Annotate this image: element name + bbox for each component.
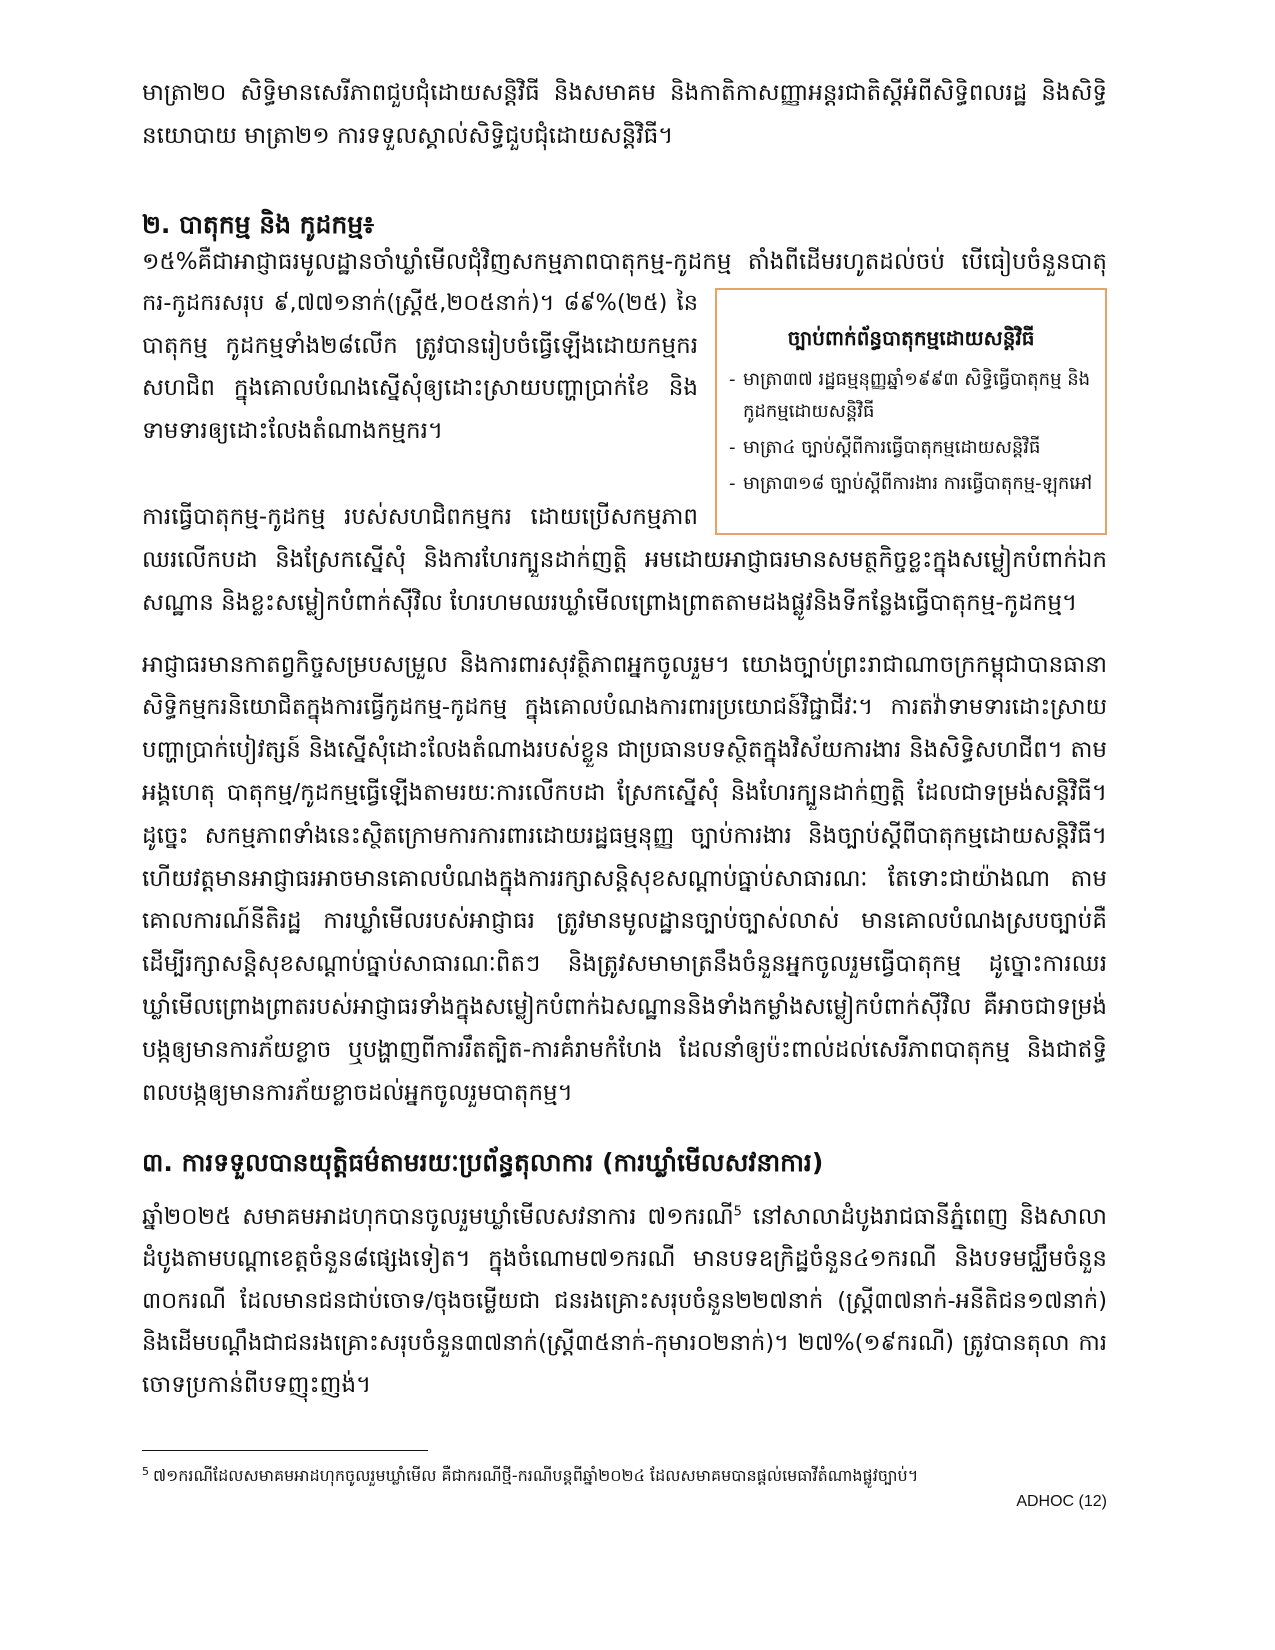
section-heading-court-monitoring: ៣. ការទទួលបានយុត្តិធម៌តាមរយៈប្រព័ន្ធតុលាការ (ការឃ្លាំមើលសវនាការ): [142, 1148, 824, 1177]
paragraph-text: នៅសាលាដំបូងរាជធានីភ្នំពេញ និងសាលា: [741, 1204, 1107, 1230]
intro-paragraph: [142, 72, 1107, 157]
paragraph-line: ការធ្វើបាតុកម្ម-កូដកម្ម របស់សហជិពកម្មករ ដោយប្រើសកម្មភាព: [142, 504, 698, 530]
section2-paragraph2-narrow: [142, 496, 698, 539]
paragraph-line: ហើយវត្តមានអាជ្ញាធរអាចមានគោលបំណងក្នុងការរក្សាសន្តិសុខសណ្តាប់ធ្នាប់សាធារណៈ តែទោះជាយ៉ាងណា តាម: [142, 865, 1107, 892]
footnote-marker: 5: [142, 1464, 149, 1478]
footnote-text: ៧១ករណីដែលសមាគមអាដហុកចូលរួមឃ្លាំមើល គឺជាករណីថ្មី-ករណីបន្តពីឆ្នាំ២០២៤ ដែលសមាគមបានផ្តល់មេធាវីតំណាងផ្លូវច្បាប់។: [153, 1466, 919, 1485]
paragraph-line: សហជិព ក្នុងគោលបំណងស្នើសុំឲ្យដោះស្រាយបញ្ហាប្រាក់ខែ និង: [142, 375, 698, 401]
law-item: មាត្រា៣១៨ ច្បាប់ស្តីពីការងារ ការធ្វើបាតុកម្ម-ឡុកអៅ: [743, 473, 1093, 494]
paragraph-line: ពលបង្កឲ្យមានការភ័យខ្លាចដល់អ្នកចូលរួមបាតុកម្ម។: [142, 1079, 573, 1106]
law-item: មាត្រា៣៧ រដ្ឋធម្មនុញ្ញឆ្នាំ១៩៩៣ សិទ្ធិធ្វើបាតុកម្ម និង: [743, 369, 1091, 390]
paragraph-line: ឃ្លាំមើលព្រោងព្រាតរបស់អាជ្ញាធរទាំងក្នុងសម្លៀកបំពាក់ឯសណ្ឋាននិងទាំងកម្លាំងសម្លៀកបំពាក់ស៊ីវិល គឺអាចជាទម្រង់: [142, 993, 1107, 1020]
list-bullet: -: [729, 369, 736, 390]
footnote-reference: 5: [733, 1204, 742, 1220]
page-number-label: ADHOC (12): [1016, 1493, 1107, 1510]
paragraph-line: សិទ្ធិកម្មករនិយោជិតក្នុងការធ្វើកូដកម្ម-កូដកម្ម ក្នុងគោលបំណងការពារប្រយោជន៍វិជ្ជាជីវៈ។ ការតវ៉ាទាមទារដោះស្រាយ: [142, 694, 1107, 721]
paragraph-text: ឆ្នាំ២០២៥ សមាគមអាដហុកបានចូលរួមឃ្លាំមើលសវនាការ ៧១ករណី: [142, 1204, 734, 1230]
paragraph-line: [142, 1196, 1107, 1238]
paragraph-line: បាតុកម្ម កូដកម្មទាំង២៨លើក ត្រូវបានរៀបចំធ្វើឡើងដោយកម្មករ: [142, 332, 698, 359]
paragraph-line: ១៥%គឺជាអាជ្ញាធរមូលដ្ឋានចាំឃ្លាំមើលជុំវិញសកម្មភាពបាតុកម្ម-កូដកម្ម តាំងពីដើមរហូតដល់ចប់ បើធៀបចំនួនបាតុ: [142, 249, 1107, 275]
section2-paragraph1-narrow: [142, 282, 698, 452]
paragraph-line: ទាមទារឲ្យដោះលែងតំណាងកម្មករ។: [142, 417, 444, 444]
paragraph-line: ដំបូងតាមបណ្តាខេត្តចំនួន៨ផ្សេងទៀត។ ក្នុងចំណោម៧១ករណី មានបទឧក្រិដ្ឋចំនួន៤១ករណី និងបទមជ្ឈឹមចំនួន: [142, 1246, 1107, 1272]
paragraph-line: អាជ្ញាធរមានកាតព្វកិច្ចសម្របសម្រួល និងការពារសុវត្ថិភាពអ្នកចូលរួម។ យោងច្បាប់ព្រះរាជាណាចក្រកម្ពុជាបានធានា: [142, 651, 1107, 678]
list-bullet: -: [729, 437, 736, 458]
law-item-continuation: កូដកម្មដោយសន្តិវិធី: [743, 401, 875, 422]
section2-paragraph2: [142, 539, 1107, 624]
paragraph-line: គោលការណ៍នីតិរដ្ឋ ការឃ្លាំមើលរបស់អាជ្ញាធរ ត្រូវមានមូលដ្ឋានច្បាប់ច្បាស់លាស់ មានគោលបំណងស្របច្បាប់គឺ: [142, 908, 1107, 935]
paragraph-line: និងដើមបណ្តឹងជាជនរងគ្រោះសរុបចំនួន៣៧នាក់(ស្ត្រី៣៥នាក់-កុមារ០២នាក់)។ ២៧%(១៩ករណី) ត្រូវបានតុលា ការ: [142, 1330, 1107, 1356]
footnote: [142, 1462, 1107, 1490]
related-laws-box: [715, 288, 1107, 535]
paragraph-line: ចោទប្រកាន់ពីបទញុះញង់។: [142, 1372, 372, 1398]
law-item: មាត្រា៤ ច្បាប់ស្តីពីការធ្វើបាតុកម្មដោយសន្តិវិធី: [743, 437, 1041, 458]
paragraph-line: មាត្រា២០ សិទ្ធិមានសេរីភាពជួបជុំដោយសន្តិវិធី និងសមាគម និងកាតិកាសញ្ញាអន្តរជាតិស្តីអំពីសិទ្ធិពលរដ្ឋ និងសិទ្ធិ: [142, 80, 1107, 106]
list-bullet: -: [729, 473, 736, 494]
section2-paragraph3: [142, 644, 1107, 1115]
paragraph-line: ករ-កូដករសរុប ៩,៧៧១នាក់(ស្ត្រី៥,២០៥នាក់)។ ៨៩%(២៥) នៃ: [142, 290, 698, 316]
section2-paragraph1-first-line: [142, 241, 1107, 284]
paragraph-line: បង្កឲ្យមានការភ័យខ្លាច ឬបង្ហាញពីការរឹតត្បិត-ការគំរាមកំហែង ដែលនាំឲ្យប៉ះពាល់ដល់សេរីភាពបាតុកម្ម និងជាឥទ្ធិ: [142, 1036, 1107, 1063]
section-heading-protests-strikes: ២. បាតុកម្ម និង កូដកម្ម៖: [142, 210, 375, 239]
paragraph-line: ៣០ករណី ដែលមានជនជាប់ចោទ/ចុងចម្លើយជា ជនរងគ្រោះសរុបចំនួន២២៧នាក់ (ស្ត្រី៣៧នាក់-អនីតិជន១៧នាក់): [142, 1288, 1107, 1314]
paragraph-line: ឈរលើកបដា និងស្រែកស្នើសុំ និងការហែរក្បួនដាក់ញត្តិ អមដោយអាជ្ញាធរមានសមត្ថកិច្ចខ្លះក្នុងសម្លៀកបំពាក់ឯក: [142, 547, 1107, 573]
paragraph-line: នយោបាយ មាត្រា២១ ការទទួលស្គាល់សិទ្ធិជួបជុំដោយសន្តិវិធី។: [142, 122, 674, 149]
paragraph-line: បញ្ហាប្រាក់បៀវត្សន៍ និងស្នើសុំដោះលែងតំណាងរបស់ខ្លួន ជាប្រធានបទស្ថិតក្នុងវិស័យការងារ និងសិទ្ធិសហជីព។ តាម: [142, 737, 1107, 764]
related-laws-title: ច្បាប់ពាក់ព័ន្ធបាតុកម្មដោយសន្តិវិធី: [787, 326, 1035, 350]
paragraph-line: ដូច្នេះ សកម្មភាពទាំងនេះស្ថិតក្រោមការការពារដោយរដ្ឋធម្មនុញ្ញ ច្បាប់ការងារ និងច្បាប់ស្តីពីបាតុកម្មដោយសន្តិវិធី។: [142, 822, 1107, 849]
paragraph-line: ដើម្បីរក្សាសន្តិសុខសណ្តាប់ធ្នាប់សាធារណៈពិតៗ និងត្រូវសមាមាត្រនឹងចំនួនអ្នកចូលរួមធ្វើបាតុកម្ម ដូច្នោះការឈរ: [142, 951, 1107, 978]
footnote-separator: [142, 1450, 428, 1451]
section3-paragraph: [142, 1196, 1107, 1406]
paragraph-line: សណ្ឋាន និងខ្លះសម្លៀកបំពាក់ស៊ីវិល ហែរហមឈរឃ្លាំមើលព្រោងព្រាតតាមដងផ្លូវនិងទីកន្លែងធ្វើបាតុកម្ម-កូដកម្ម។: [142, 589, 1078, 616]
paragraph-line: អង្គហេតុ បាតុកម្ម/កូដកម្មធ្វើឡើងតាមរយៈការលើកបដា ស្រែកស្នើសុំ និងហែរក្បួនដាក់ញត្តិ ដែលជាទម្រង់សន្តិវិធី។: [142, 779, 1107, 806]
